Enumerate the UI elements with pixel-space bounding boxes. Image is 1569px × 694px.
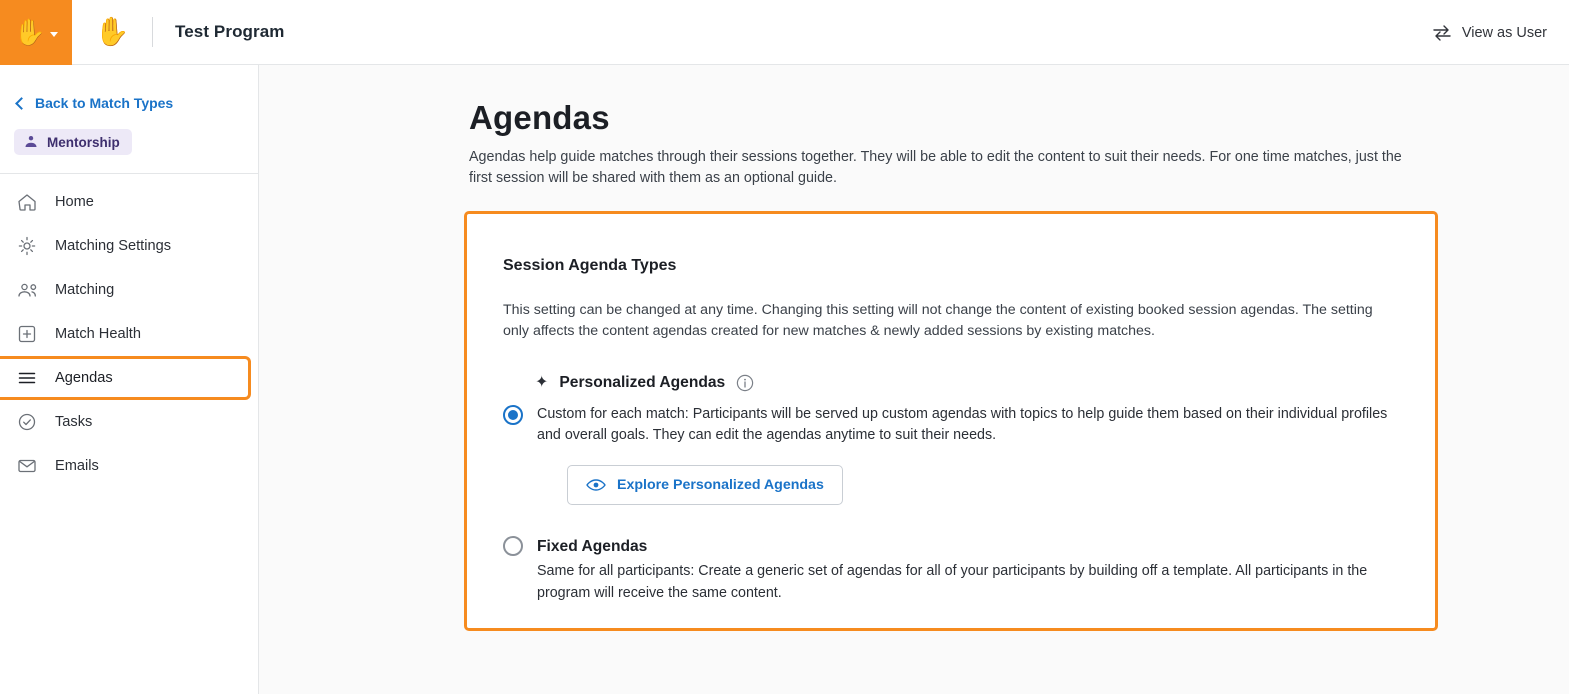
sidebar-item-label: Tasks (55, 414, 93, 430)
people-icon (16, 279, 38, 301)
main-content (259, 65, 1569, 694)
gear-icon (16, 235, 38, 257)
home-icon (16, 191, 38, 213)
view-as-user-label: View as User (1461, 24, 1547, 41)
program-logo (72, 0, 152, 65)
match-type-badge (14, 129, 132, 155)
back-link-label: Back to Match Types (35, 95, 174, 111)
hand-logo-icon: ✋ (13, 17, 47, 47)
sidebar-item-label: Emails (55, 458, 99, 474)
option-heading: Fixed Agendas (537, 537, 648, 555)
brand-logo-button[interactable] (0, 0, 72, 65)
page-title: Agendas (469, 99, 610, 136)
sidebar (0, 65, 259, 694)
session-agenda-types-card (464, 211, 1438, 631)
swap-arrows-icon (1432, 25, 1452, 41)
sidebar-nav (0, 174, 258, 488)
sidebar-item-matching[interactable] (0, 268, 258, 312)
sidebar-item-agendas[interactable] (0, 356, 251, 400)
sidebar-item-label: Home (55, 194, 94, 210)
sidebar-item-label: Matching (55, 282, 115, 298)
info-icon[interactable] (736, 374, 754, 392)
explore-personalized-agendas-button[interactable] (567, 465, 843, 505)
radio-row-personalized[interactable] (503, 404, 1435, 447)
card-title: Session Agenda Types (503, 257, 677, 274)
option-body-wrapper (537, 535, 1395, 604)
view-as-user-button[interactable] (1432, 0, 1547, 65)
list-icon (16, 367, 38, 389)
people-mentorship-icon (23, 134, 39, 150)
envelope-icon (16, 455, 38, 477)
sparkle-icon: ✦ (535, 374, 549, 392)
sidebar-item-emails[interactable] (0, 444, 258, 488)
option-fixed-agendas (503, 535, 1435, 604)
explore-button-label: Explore Personalized Agendas (617, 476, 824, 493)
radio-fixed-agendas[interactable] (503, 536, 523, 556)
option-personalized-agendas (503, 374, 1435, 505)
option-body: Custom for each match: Participants will be served up custom agendas with topics to help guide them based on their individual profiles and overall goals. They can edit the agendas anytime to suit their needs. (537, 406, 1388, 444)
back-to-match-types-link[interactable] (0, 83, 258, 123)
check-circle-icon (16, 411, 38, 433)
sidebar-item-match-health[interactable] (0, 312, 258, 356)
sidebar-item-label: Match Health (55, 326, 141, 342)
sidebar-item-tasks[interactable] (0, 400, 258, 444)
radio-row-fixed[interactable] (503, 535, 1435, 604)
option-heading-row (535, 374, 1435, 392)
chevron-down-icon[interactable] (50, 32, 58, 37)
eye-icon (586, 478, 606, 492)
topbar-divider (152, 17, 153, 47)
card-description: This setting can be changed at any time. Changing this setting will not change the content of existing booked session agendas. The setting only affects the content agendas created for new matches & newly added sessions by existing matches. (503, 302, 1373, 340)
page-program-title: Test Program (175, 22, 285, 41)
sidebar-item-label: Matching Settings (55, 238, 172, 254)
option-body: Same for all participants: Create a generic set of agendas for all of your participants by building off a template. All participants in the program will receive the same content. (537, 563, 1368, 601)
radio-personalized-agendas[interactable] (503, 405, 523, 425)
option-heading: Personalized Agendas (559, 374, 726, 392)
match-type-label: Mentorship (47, 134, 120, 150)
top-bar (0, 0, 1569, 65)
page-description: Agendas help guide matches through their sessions together. They will be able to edit the content to suit their needs. For one time matches, just the first session will be shared with them as an optional guide. (469, 149, 1402, 187)
sidebar-item-home[interactable] (0, 180, 258, 224)
health-plus-icon (16, 323, 38, 345)
sidebar-item-label: Agendas (55, 370, 113, 386)
program-hand-icon: ✋ (94, 16, 130, 47)
sidebar-item-matching-settings[interactable] (0, 224, 258, 268)
chevron-left-icon (15, 97, 28, 110)
